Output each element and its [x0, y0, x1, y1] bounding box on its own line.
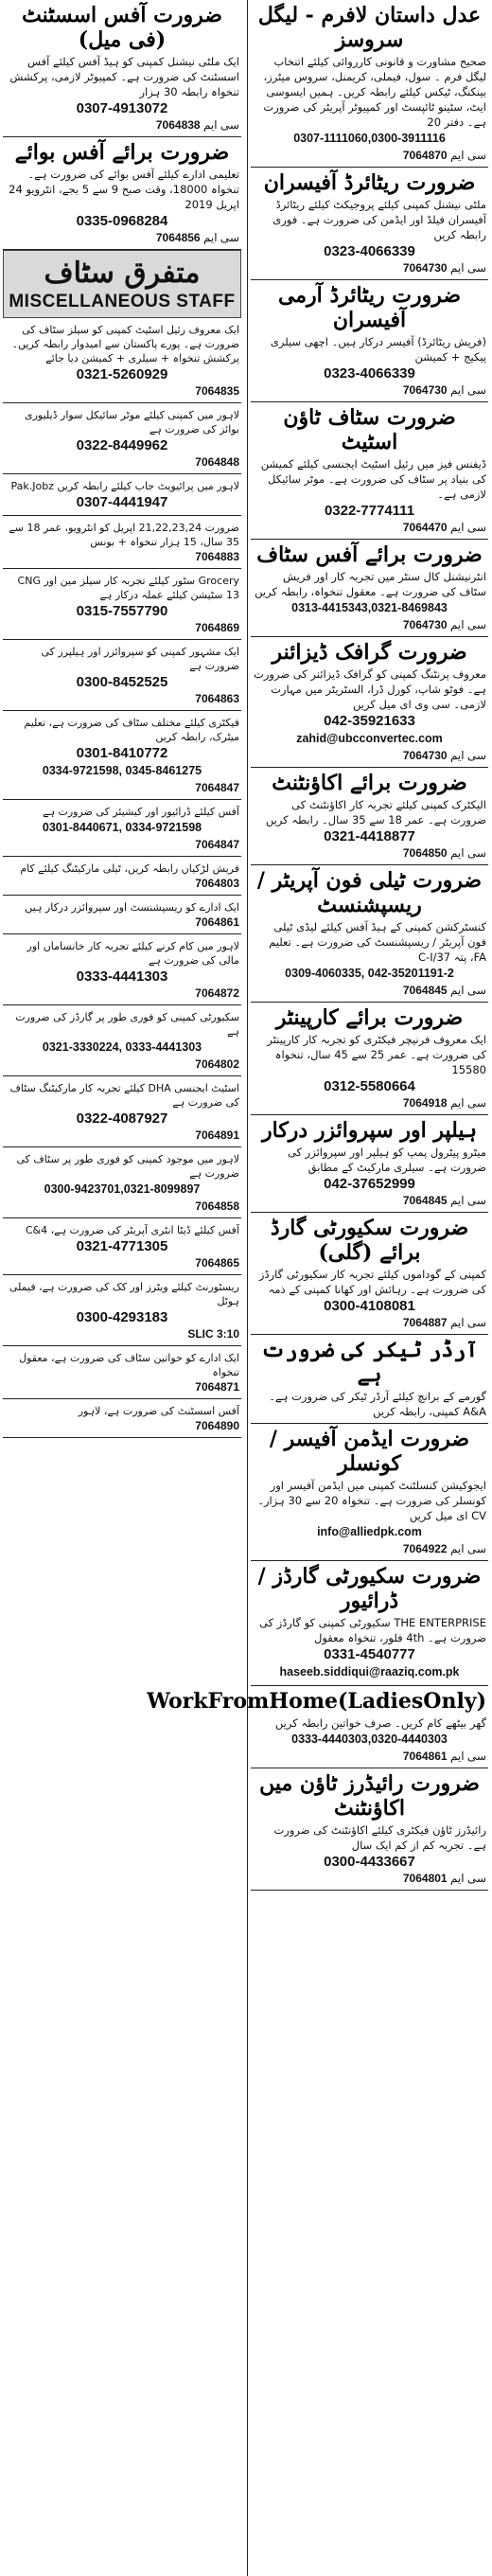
ad-body: معروف پرنٹنگ کمپنی کو گرافک ڈیزائنر کی ضرورت ہے۔ فوٹو شاپ، کورل ڈرا، السٹریٹر میں مہارت لازمی۔ سی وی ای میل کریں [254, 667, 486, 711]
ad-title: ضرورت آفس اسسٹنٹ (فی میل) [22, 3, 222, 52]
ad-body: گورمے کے برانچ کیلئے آرڈر ٹیکر کی ضرورت ہے۔ A&A کمپنی، رابطہ کریں [269, 1390, 486, 1418]
ad-code: 7064872 [195, 986, 239, 1000]
ad-code-label: سی ایم [202, 118, 239, 132]
ad-code-line [5, 1418, 239, 1433]
ad-phone: 0315-7557790 [76, 603, 168, 619]
ad-body: انٹرنیشنل کال سنٹر میں تجربہ کار اور فریش سٹاف کی ضرورت ہے۔ معقول تنخواہ، رابطہ کریں [255, 570, 486, 598]
ad-code-label: سی ایم [449, 383, 486, 397]
ad-phone: 0300-4433667 [324, 1854, 415, 1870]
ad-body: لاہور میں کام کرنے کیلئے تجربہ کار خانساماں اور مالی کی ضرورت ہے [26, 940, 239, 967]
ad-body: (فریش ریٹائرڈ) آفیسر درکار ہیں۔ اچھی سیلری پیکیج + کمیشن [270, 335, 486, 364]
ad-title: ضرورت گرافک ڈیزائنر [272, 640, 467, 665]
ad-phone: 0321-4418877 [324, 828, 415, 844]
ad-code: 7064869 [195, 621, 239, 634]
ad-body: ایجوکیشن کنسلٹنٹ کمپنی میں ایڈمن آفیسر اور کونسلر کی ضرورت ہے۔ تنخواہ 20 سے 30 ہزار۔ CV ای میل کریں [257, 1479, 486, 1522]
ad-code: 7064861 [195, 915, 239, 929]
ad-phone: 0322-4087927 [76, 1110, 168, 1127]
ad-code: 7064890 [195, 1419, 239, 1432]
ad-phone: 0307-1111060,0300-3911116 [293, 132, 446, 145]
ad-code: 7064847 [195, 838, 239, 851]
ad-title: ضرورت سکیورٹی گارڈ برائے (گلی) [270, 1216, 469, 1265]
ad-body: رائیڈرز ٹاؤن فیکٹری کیلئے اکاؤنٹنٹ کی ضرورت ہے۔ تجربہ کم از کم ایک سال [273, 1823, 486, 1852]
ad-body: ایک معروف فرنیچر فیکٹری کو تجربہ کار کارپینٹر کی ضرورت ہے۔ عمر 25 سے 45 سال، تنخواہ 15580 [267, 1033, 486, 1076]
ad-title: ضرورت ایڈمن آفیسر / کونسلر [269, 1427, 470, 1476]
ad-body: تعلیمی ادارے کیلئے آفس بوائے کی ضرورت ہے۔ تنخواہ 18000، وقت صبح 9 سے 5 بجے، انٹرویو 24 اپریل 2019 [9, 168, 239, 211]
classified-ad [251, 1115, 488, 1213]
ad-code: 7064838 [155, 118, 201, 132]
ad-title: ضرورت سکیورٹی گارڈز / ڈرائیور [257, 1564, 482, 1613]
ad-body: THE ENTERPRISE سکیورٹی کمپنی کو گارڈز کی ضرورت ہے۔ 4th فلور، تنخواہ معقول [259, 1616, 486, 1644]
ad-code: 7064861 [402, 1750, 448, 1763]
classified-ad [251, 1335, 488, 1424]
ad-code-line [5, 915, 239, 930]
ad-code: SLIC 3:10 [187, 1327, 239, 1341]
ad-code-line [253, 148, 486, 163]
ad-body: آفس کیلئے ڈیٹا انٹری آپریٹر کی ضرورت ہے، 4&C [25, 1224, 239, 1236]
ad-phone: 0300-8452525 [76, 674, 168, 690]
ad-body: ضرورت 21,22,23,24 اپریل کو انٹرویو، عمر 18 سے 35 سال، 15 ہزار تنخواہ + بونس [9, 522, 239, 548]
ad-title: ضرورت سٹاف ٹاؤن اسٹیٹ [283, 405, 456, 454]
ad-body: کمپنی کے گوداموں کیلئے تجربہ کار سکیورٹی گارڈز کی ضرورت ہے۔ رہائش اور کھانا کمپنی کے ذمہ [258, 1268, 486, 1296]
ad-code-label: سی ایم [449, 1872, 486, 1885]
ad-code-label: سی ایم [449, 984, 486, 997]
ad-code-line [253, 845, 486, 861]
classified-ad [3, 934, 241, 1005]
ad-phone: 0312-5580664 [324, 1078, 415, 1094]
classified-ad [3, 1005, 241, 1076]
ad-body: اسٹیٹ ایجنسی DHA کیلئے تجربہ کار مارکیٹنگ سٹاف کی ضرورت ہے [9, 1082, 239, 1109]
ad-code-line [5, 1199, 239, 1214]
classified-ad [3, 403, 241, 474]
ad-code-label: سی ایم [449, 1750, 486, 1763]
ad-email: zahid@ubcconvertec.com [296, 732, 443, 745]
banner-english-title: MISCELLANEOUS STAFF [9, 292, 236, 311]
classified-ad [251, 402, 488, 540]
classified-ad [147, 1686, 488, 1768]
ad-body: کنسٹرکشن کمپنی کے ہیڈ آفس کیلئے لیڈی ٹیلی فون آپریٹر / ریسپشنسٹ کی ضرورت ہے۔ تعلیم FA، پتہ 37/C-I [269, 920, 486, 964]
ad-body: سکیورٹی کمپنی کو فوری طور پر گارڈز کی ضرورت ہے [15, 1011, 239, 1038]
ad-phone: 0300-4108081 [324, 1298, 415, 1314]
ad-title: ہیلپر اور سپروائزر درکار [262, 1118, 477, 1143]
classified-ad [3, 474, 241, 516]
classified-ad [3, 857, 241, 896]
classified-ad [3, 318, 241, 403]
classified-ad [3, 800, 241, 857]
ad-code: 7064887 [402, 1316, 448, 1329]
ad-body: فیکٹری کیلئے مختلف سٹاف کی ضرورت ہے، تعلیم میٹرک، رابطہ کریں [24, 717, 239, 743]
ad-email: haseeb.siddiqui@raaziq.com.pk [279, 1665, 460, 1679]
ad-body: آفس کیلئے ڈرائیور اور کیشیئر کی ضرورت ہے [43, 806, 239, 818]
ad-code: 7064730 [402, 261, 448, 275]
ad-code-line [5, 117, 239, 133]
ad-code-label: سی ایم [449, 1316, 486, 1329]
ad-code-line [253, 1193, 486, 1208]
ad-phone: 0335-0968284 [76, 213, 168, 229]
ad-body: ایک ادارے کو خواتین سٹاف کی ضرورت ہے، معقول تنخواہ [19, 1352, 239, 1378]
ad-body: ملٹی نیشنل کمپنی کیلئے پروجیکٹ کیلئے ریٹائرڈ آفیسران فیلڈ اور ایڈمن کی ضرورت ہے۔ فوری رابطہ کریں [272, 198, 486, 241]
classified-ad [3, 1346, 241, 1399]
ad-code: 7064871 [195, 1380, 239, 1394]
ad-phone: 0333-4440303,0320-4440303 [291, 1732, 448, 1746]
classified-ad [251, 1561, 488, 1686]
ad-code-label: سی ایم [449, 749, 486, 762]
ad-phone: 0322-7774111 [324, 503, 415, 519]
ad-code: 7064865 [195, 1256, 239, 1270]
ad-phone: 0334-9721598, 0345-8461275 [42, 764, 202, 777]
ad-phone: 0321-3330224, 0333-4441303 [42, 1040, 202, 1054]
ad-code-line [5, 1128, 239, 1143]
ad-code-line [253, 748, 486, 763]
ad-phone: 0321-5260929 [76, 366, 168, 382]
classified-ad [3, 516, 241, 569]
ad-code: 7064730 [402, 383, 448, 397]
ad-body: ایک مشہور کمپنی کو سپروائزر اور ہیلپرز کی ضرورت ہے [41, 646, 239, 672]
ad-title: ضرورت ٹیلی فون آپریٹر / ریسپشنسٹ [256, 868, 483, 917]
ad-body: لاہور میں کمپنی کیلئے موٹر سائیکل سوار ڈیلیوری بوائز کی ضرورت ہے [25, 409, 239, 435]
ad-body: ریسٹورنٹ کیلئے ویٹرز اور کک کی ضرورت ہے، فیملی ہوٹل [9, 1281, 239, 1307]
ad-code-line [253, 1871, 486, 1886]
ad-code-line [253, 260, 486, 275]
ad-code: 7064918 [402, 1096, 448, 1110]
ad-body: فریش لڑکیاں رابطہ کریں، ٹیلی مارکیٹنگ کیلئے کام [20, 862, 239, 875]
ad-body: صحیح مشاورت و قانونی کارروائی کیلئے اتنخاب لیگل فرم ۔ سول، فیملی، کریمنل، سروس میٹرز، بینکنگ، ٹیکس کیلئے رابطہ کریں۔ ہمیں ایسوسی ایٹ، سٹینو ٹائپسٹ اور کمپیوٹر آپریٹر کی ضرورت ہے۔ دفتر 20 [263, 55, 486, 129]
ad-code: 7064802 [195, 1057, 239, 1071]
classified-ad [3, 1275, 241, 1346]
ad-code-label: سی ایم [449, 1194, 486, 1207]
ad-code: 7064845 [402, 984, 448, 997]
classified-ad [251, 768, 488, 865]
ad-code-label: سی ایم [449, 1096, 486, 1110]
classified-ad [251, 637, 488, 768]
ad-phone: 0331-4540777 [324, 1646, 415, 1662]
classified-ad [251, 1424, 488, 1561]
ad-phone: 0309-4060335, 042-35201191-2 [285, 967, 454, 980]
classified-ad [3, 640, 241, 711]
ad-code-line [253, 1749, 486, 1764]
ad-title: ضرورت برائے آفس بوائے [14, 140, 230, 165]
classified-ad [3, 1076, 241, 1147]
ad-title: عدل داستان لافرم - لیگل سروسز [257, 3, 482, 52]
ad-code-label: سی ایم [449, 521, 486, 534]
ad-code-label: سی ایم [449, 1542, 486, 1555]
ad-code: 7064858 [195, 1199, 239, 1213]
ad-phone: 0300-9423701,0321-8099897 [44, 1182, 201, 1196]
ad-code-label: سی ایم [202, 231, 239, 244]
ad-body: آفس اسسٹنٹ کی ضرورت ہے، لاہور [78, 1405, 239, 1417]
classified-ad [3, 137, 241, 250]
ad-code: 7064730 [402, 618, 448, 631]
ad-body: Grocery سٹور کیلئے تجربہ کار سیلز مین اور CNG 13 سٹیشن کیلئے عملہ درکار ہے [17, 575, 239, 601]
ad-title: ضرورت ریٹائرڈ آرمی آفیسران [277, 283, 462, 332]
ad-code-label: سی ایم [449, 261, 486, 275]
ad-title: ضرورت برائے کارپینٹر [275, 1005, 464, 1030]
ad-body: لاہور میں موجود کمپنی کو فوری طور پر سٹاف کی ضرورت ہے [16, 1153, 239, 1180]
ad-code-line [5, 1379, 239, 1395]
ad-phone: 0301-8410772 [76, 745, 168, 761]
ad-code-line [253, 1095, 486, 1110]
ad-code-line [5, 1255, 239, 1270]
classified-ad [251, 0, 488, 168]
section-banner [3, 250, 241, 318]
ad-code-line [253, 520, 486, 535]
classified-ad [3, 1147, 241, 1218]
ad-body: الیکٹرک کمپنی کیلئے تجربہ کار اکاؤنٹنٹ کی ضرورت ہے۔ عمر 18 سے 35 سال۔ رابطہ کریں [265, 798, 486, 826]
classified-ad [251, 865, 488, 1003]
classified-ad [251, 1003, 488, 1115]
ad-code: 7064863 [195, 692, 239, 705]
ad-code: 7064803 [195, 877, 239, 890]
ad-body: گھر بیٹھے کام کریں۔ صرف خواتین رابطہ کریں [274, 1716, 486, 1730]
ad-title: WorkFromHome(LadiesOnly) [147, 1689, 486, 1714]
ad-phone: 0307-4913072 [76, 100, 168, 116]
banner-urdu-title: متفرق سٹاف [44, 257, 201, 290]
ad-code: 7064730 [402, 749, 448, 762]
classified-ad [3, 1218, 241, 1275]
ad-code-line [5, 780, 239, 795]
classified-ad [251, 280, 488, 402]
ad-title: ضرورت رائیڈرز ٹاؤن میں اکاؤنٹنٹ [259, 1771, 480, 1821]
ad-phone: 0307-4441947 [76, 494, 168, 510]
ad-title: ضرورت برائے اکاؤنٹنٹ [272, 771, 467, 795]
ad-code-line [5, 620, 239, 635]
ad-code: 7064883 [195, 550, 239, 563]
ad-phone: 0323-4066339 [324, 365, 415, 382]
ad-code-label: سی ایم [449, 846, 486, 860]
ad-code-label: سی ایم [449, 618, 486, 631]
ad-code: 7064801 [402, 1872, 448, 1885]
ad-code-line [253, 1315, 486, 1330]
ad-code-label: سی ایم [449, 149, 486, 162]
ad-code-line [5, 230, 239, 245]
ad-phone: 042-35921633 [324, 713, 415, 729]
ad-body: میٹرو پیٹرول پمپ کو ہیلپر اور سپروائزر کی ضرورت ہے۔ سیلری مارکیٹ کے مطابق [287, 1146, 486, 1174]
ad-code: 7064856 [155, 231, 201, 244]
classified-ad [251, 1768, 488, 1891]
ad-code-line [253, 617, 486, 632]
ad-phone: 042-37652999 [324, 1176, 415, 1192]
ad-code-line [253, 1541, 486, 1556]
ad-code-line [5, 837, 239, 852]
ad-code: 7064850 [402, 846, 448, 860]
classified-ad [251, 1213, 488, 1335]
classified-ad [251, 540, 488, 637]
ad-title: آرڈر ٹیکر کی ضرورت ہے [260, 1338, 479, 1387]
ad-code-line [253, 983, 486, 998]
ad-code: 7064848 [195, 455, 239, 469]
ad-code: 7064845 [402, 1194, 448, 1207]
ad-body: لاہور میں پرائیویٹ جاب کیلئے رابطہ کریں Pak.Jobz [10, 480, 239, 492]
ad-code-line [253, 382, 486, 398]
ad-code-line [5, 1326, 239, 1341]
ad-body: ایک ادارے کو ریسپشنسٹ اور سپروائزر درکار ہیں [25, 901, 239, 914]
ad-title: ضرورت برائے آفس سٹاف [256, 542, 483, 567]
classified-ad [3, 896, 241, 934]
ad-code-line [5, 1057, 239, 1072]
ad-code-line [5, 876, 239, 891]
classified-ad [3, 1399, 241, 1438]
ad-phone: 0301-8440671, 0334-9721598 [42, 821, 202, 834]
ad-code: 7064922 [402, 1542, 448, 1555]
classified-ad [251, 168, 488, 280]
ad-phone: 0313-4415343,0321-8469843 [291, 601, 448, 614]
ad-code: 7064870 [402, 149, 448, 162]
ad-code-line [5, 549, 239, 564]
classified-ad [3, 711, 241, 800]
left-column [0, 0, 244, 2576]
ad-code: 7064835 [195, 384, 239, 398]
ad-phone: 0322-8449962 [76, 437, 168, 453]
classified-ad [3, 569, 241, 640]
ad-code-line [5, 454, 239, 470]
ad-email: info@alliedpk.com [317, 1525, 422, 1538]
ad-code: 7064470 [402, 521, 448, 534]
ad-code: 7064891 [195, 1128, 239, 1142]
ad-code: 7064847 [195, 781, 239, 794]
classified-ad [3, 0, 241, 137]
ad-phone: 0323-4066339 [324, 243, 415, 259]
ad-title: ضرورت ریٹائرڈ آفیسران [263, 170, 476, 195]
ad-phone: 0300-4293183 [76, 1309, 168, 1325]
ad-phone: 0321-4771305 [76, 1238, 168, 1254]
ad-code-line [5, 383, 239, 399]
ad-body: ڈیفنس فیز میں رئیل اسٹیٹ ایجنسی کیلئے کمیشن کی بنیاد پر سٹاف کی ضرورت ہے۔ موٹر سائیکل لازمی ہے۔ [260, 457, 486, 501]
ad-phone: 0333-4441303 [76, 968, 168, 985]
ad-code-line [5, 986, 239, 1001]
ad-code-line [5, 691, 239, 706]
ad-body: ایک ملٹی نیشنل کمپنی کو ہیڈ آفس کیلئے آفس اسسٹنٹ کی ضرورت ہے۔ کمپیوٹر لازمی، پرکشش تنخواہ رابطہ 30 ہزار [9, 55, 239, 98]
ad-body: ایک معروف رئیل اسٹیٹ کمپنی کو سیلز سٹاف کی ضرورت ہے۔ پورے پاکستان سے امیدوار رابطہ کریں۔ پرکشش تنخواہ + سیلری + کمیشن دیا جائے [11, 324, 239, 364]
